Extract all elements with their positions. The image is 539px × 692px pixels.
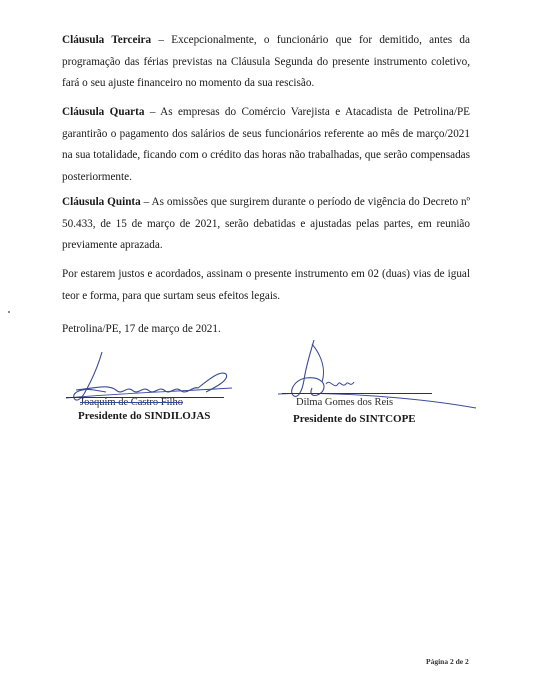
- clause-fourth: [62, 102, 470, 188]
- signature-line-right: [282, 393, 432, 394]
- clause-third-heading: Cláusula Terceira: [62, 34, 152, 46]
- clause-third-text: – Excepcionalmente, o funcionário que for demitido, antes da programação das férias previstas na Cláusula Segunda do presente instrumento coletivo, fará o seu ajuste financeiro no momento da sua rescisão.: [62, 34, 470, 89]
- clause-fifth: [62, 192, 470, 257]
- signatory-name-right: Dilma Gomes dos Reis: [296, 397, 394, 408]
- clause-fifth-heading: Cláusula Quinta: [62, 196, 141, 208]
- signatory-role-left: Presidente do SINDILOJAS: [78, 410, 211, 422]
- clause-fourth-text: – As empresas do Comércio Varejista e Atacadista de Petrolina/PE garantirão o pagamento dos salários de seus funcionários referente ao mês de março/2021 na sua totalidade, ficando com o crédito das horas não trabalhadas, que serão compensadas posteriormente.: [62, 106, 470, 183]
- signatory-role-right: Presidente do SINTCOPE: [293, 413, 416, 425]
- closing-paragraph: Por estarem justos e acordados, assinam o presente instrumento em 02 (duas) vias de igual teor e forma, para que surtam seus efeitos legais.: [62, 268, 470, 302]
- clause-fifth-text: – As omissões que surgirem durante o período de vigência do Decreto nº 50.433, de 15 de março de 2021, serão debatidas e ajustadas pelas partes, em reunião previamente aprazada.: [62, 196, 471, 251]
- signatory-name-left: Joaquim de Castro Filho: [80, 397, 183, 408]
- scan-speck: [8, 311, 10, 313]
- page-number: Página 2 de 2: [426, 657, 469, 666]
- clause-third: [62, 30, 470, 95]
- place-date: Petrolina/PE, 17 de março de 2021.: [62, 323, 221, 335]
- clause-fourth-heading: Cláusula Quarta: [62, 106, 145, 118]
